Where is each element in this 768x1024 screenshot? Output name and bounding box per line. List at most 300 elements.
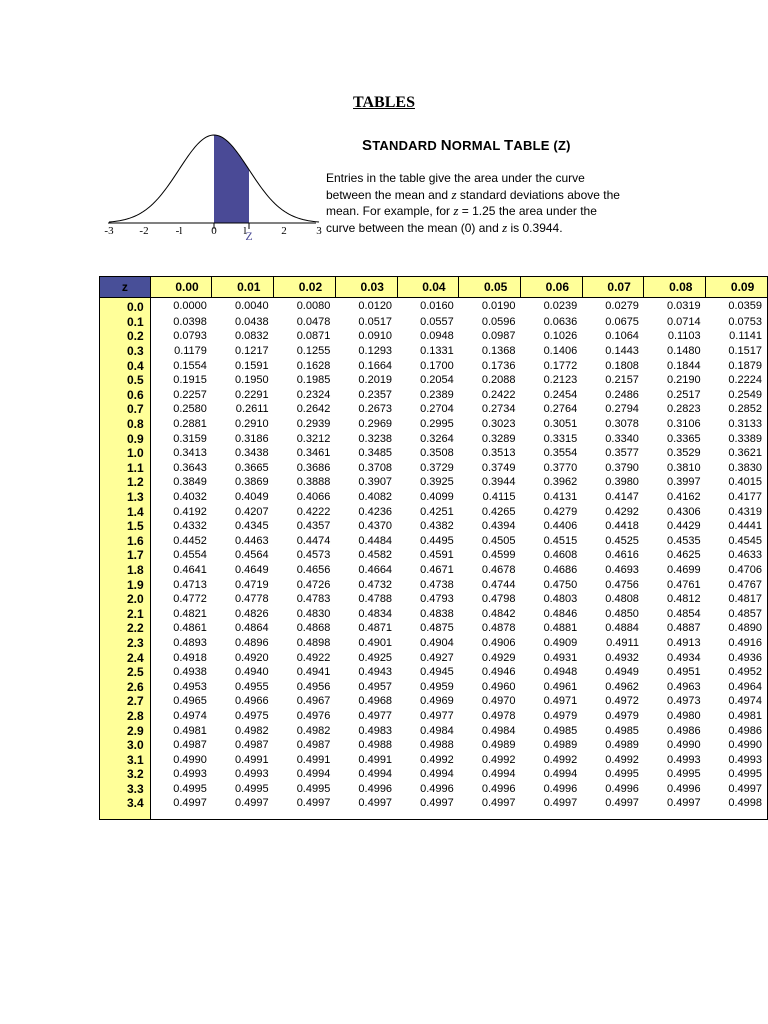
table-cell: 0.4772 <box>173 593 207 606</box>
table-bottom-padding <box>100 811 768 820</box>
column-header: 0.05 <box>459 277 521 298</box>
table-cell: 0.2794 <box>605 403 639 416</box>
table-cell: 0.1808 <box>605 359 639 372</box>
table-cell: 0.0040 <box>234 300 269 313</box>
table-cell: 0.4798 <box>481 593 516 606</box>
table-cell: 0.4767 <box>728 578 762 591</box>
table-cell: 0.0987 <box>481 330 516 343</box>
table-row <box>100 388 768 403</box>
description-text <box>326 171 626 236</box>
table-cell: 0.0000 <box>173 300 207 313</box>
table-cell: 0.4971 <box>543 695 578 708</box>
table-row <box>100 373 768 388</box>
row-header: 2.9 <box>100 723 151 738</box>
table-cell: 0.4969 <box>420 695 454 708</box>
table-cell: 0.4495 <box>420 534 454 547</box>
row-header: 3.2 <box>100 767 151 782</box>
table-cell: 0.4591 <box>420 549 454 562</box>
table-row <box>100 679 768 694</box>
table-cell: 0.1950 <box>234 374 269 387</box>
table-cell: 0.4896 <box>234 636 269 649</box>
column-header: 0.08 <box>644 277 706 298</box>
table-cell: 0.4967 <box>296 695 331 708</box>
table-cell: 0.4913 <box>667 636 701 649</box>
z-table <box>99 276 768 820</box>
row-header-pad <box>100 811 151 820</box>
row-header: 1.9 <box>100 577 151 592</box>
table-cell: 0.4994 <box>420 768 454 781</box>
header-row <box>100 277 768 298</box>
row-header: 1.1 <box>100 461 151 476</box>
row-header: 1.7 <box>100 548 151 563</box>
table-cell: 0.4987 <box>296 739 331 752</box>
table-cell: 0.0239 <box>543 300 578 313</box>
table-cell: 0.4474 <box>296 534 331 547</box>
table-cell: 0.0793 <box>173 330 207 343</box>
table-cell: 0.4953 <box>173 680 207 693</box>
table-cell: 0.4996 <box>420 782 454 795</box>
table-cell: 0.0398 <box>173 315 207 328</box>
table-cell: 0.4706 <box>728 563 762 576</box>
table-title <box>362 137 571 154</box>
column-header: 0.09 <box>706 277 768 298</box>
desc-part3: = 1.25 the area under the curve between the mean (0) and <box>326 204 597 235</box>
shaded-area <box>214 135 249 223</box>
table-cell: 0.3962 <box>543 476 578 489</box>
table-cell: 0.4974 <box>173 709 207 722</box>
table-cell: 0.4959 <box>420 680 454 693</box>
table-cell: 0.0910 <box>358 330 393 343</box>
table-cell: 0.4664 <box>358 563 393 576</box>
table-cell: 0.4973 <box>667 695 701 708</box>
table-cell: 0.1985 <box>296 374 331 387</box>
table-cell: 0.2764 <box>543 403 578 416</box>
table-cell: 0.4898 <box>296 636 331 649</box>
table-cell: 0.3907 <box>358 476 393 489</box>
table-row <box>100 329 768 344</box>
table-cell: 0.4345 <box>234 520 269 533</box>
table-cell: 0.4732 <box>358 578 393 591</box>
table-cell: 0.4941 <box>296 666 331 679</box>
table-cell: 0.2969 <box>358 418 393 431</box>
table-cell: 0.3461 <box>296 447 331 460</box>
table-cell: 0.4925 <box>358 651 393 664</box>
table-cell: 0.4996 <box>667 782 701 795</box>
table-cell: 0.4997 <box>605 797 639 810</box>
table-cell: 0.4525 <box>605 534 639 547</box>
table-cell: 0.2454 <box>543 388 578 401</box>
table-cell: 0.4981 <box>173 724 207 737</box>
table-cell: 0.4463 <box>234 534 269 547</box>
table-cell: 0.4991 <box>296 753 331 766</box>
table-cell: 0.4909 <box>543 636 578 649</box>
table-cell: 0.4916 <box>728 636 762 649</box>
table-cell: 0.2704 <box>420 403 454 416</box>
table-row <box>100 738 768 753</box>
table-cell: 0.4992 <box>481 753 516 766</box>
table-cell: 0.2910 <box>234 418 269 431</box>
table-cell: 0.4332 <box>173 520 207 533</box>
table-cell: 0.4761 <box>667 578 701 591</box>
table-cell: 0.1406 <box>543 345 578 358</box>
table-cell: 0.2357 <box>358 388 393 401</box>
table-row <box>100 621 768 636</box>
table-cell: 0.4861 <box>173 622 207 635</box>
table-cell: 0.4582 <box>358 549 393 562</box>
table-cell: 0.4429 <box>667 520 701 533</box>
row-header: 2.1 <box>100 606 151 621</box>
table-cell: 0.4980 <box>667 709 701 722</box>
table-cell: 0.4940 <box>234 666 269 679</box>
table-row <box>100 548 768 563</box>
table-cell: 0.4993 <box>173 768 207 781</box>
table-cell: 0.4987 <box>234 739 269 752</box>
table-cell: 0.4964 <box>728 680 762 693</box>
table-cell: 0.4147 <box>605 491 639 504</box>
title-ormal: ORMAL <box>451 138 505 153</box>
table-cell: 0.4997 <box>543 797 578 810</box>
table-cell: 0.4452 <box>173 534 207 547</box>
table-cell: 0.4968 <box>358 695 393 708</box>
table-row <box>100 694 768 709</box>
table-cell: 0.4985 <box>543 724 578 737</box>
table-cell: 0.4991 <box>358 753 393 766</box>
table-cell: 0.4850 <box>605 607 639 620</box>
table-cell: 0.4713 <box>173 578 207 591</box>
table-row <box>100 650 768 665</box>
table-cell: 0.4292 <box>605 505 639 518</box>
table-cell: 0.4625 <box>667 549 701 562</box>
table-cell: 0.3708 <box>358 461 393 474</box>
table-cell: 0.4803 <box>543 593 578 606</box>
column-header: 0.04 <box>397 277 459 298</box>
table-cell: 0.4545 <box>728 534 762 547</box>
desc-part1: Entries in the table give the area under the curve between the mean and <box>326 171 585 202</box>
table-cell: 0.1772 <box>543 359 578 372</box>
table-cell: 0.3365 <box>667 432 701 445</box>
table-cell: 0.3513 <box>481 447 516 460</box>
table-cell: 0.4890 <box>728 622 762 635</box>
row-header: 0.3 <box>100 344 151 359</box>
table-cell: 0.3944 <box>481 476 516 489</box>
row-header: 0.9 <box>100 431 151 446</box>
table-cell: 0.1879 <box>728 359 762 372</box>
row-header: 1.5 <box>100 519 151 534</box>
table-cell: 0.4830 <box>296 607 331 620</box>
table-cell: 0.4985 <box>605 724 639 737</box>
table-cell: 0.4982 <box>296 724 331 737</box>
table-cell: 0.4788 <box>358 593 393 606</box>
table-row <box>100 519 768 534</box>
cell-pad <box>212 811 274 820</box>
row-header: 2.2 <box>100 621 151 636</box>
table-cell: 0.4995 <box>173 782 207 795</box>
table-cell: 0.4994 <box>296 768 331 781</box>
axis-label: l <box>243 225 247 237</box>
table-row <box>100 344 768 359</box>
table-cell: 0.4207 <box>234 505 269 518</box>
table-cell: 0.4484 <box>358 534 393 547</box>
table-cell: 0.4750 <box>543 578 578 591</box>
table-cell: 0.4978 <box>481 709 516 722</box>
table-cell: 0.4633 <box>728 549 762 562</box>
table-cell: 0.4961 <box>543 680 578 693</box>
table-cell: 0.4904 <box>420 636 454 649</box>
table-cell: 0.4357 <box>296 520 331 533</box>
table-cell: 0.4838 <box>420 607 454 620</box>
table-cell: 0.4972 <box>605 695 639 708</box>
row-header: 0.0 <box>100 298 151 315</box>
table-cell: 0.4693 <box>605 563 639 576</box>
table-cell: 0.4984 <box>420 724 454 737</box>
table-cell: 0.2123 <box>543 374 578 387</box>
axis-label: 0 <box>211 225 217 237</box>
table-cell: 0.2823 <box>667 403 701 416</box>
table-cell: 0.4370 <box>358 520 393 533</box>
table-cell: 0.3264 <box>420 432 454 445</box>
table-cell: 0.3830 <box>728 461 762 474</box>
table-cell: 0.4783 <box>296 593 331 606</box>
table-cell: 0.2324 <box>296 388 331 401</box>
row-header: 0.5 <box>100 373 151 388</box>
desc-part4: is 0.3944. <box>507 220 563 235</box>
table-cell: 0.4920 <box>234 651 269 664</box>
table-cell: 0.0753 <box>728 315 762 328</box>
table-cell: 0.4991 <box>234 753 269 766</box>
table-cell: 0.4251 <box>420 505 454 518</box>
row-header: 2.6 <box>100 679 151 694</box>
table-cell: 0.2673 <box>358 403 393 416</box>
table-cell: 0.2157 <box>605 374 639 387</box>
table-cell: 0.4948 <box>543 666 578 679</box>
table-cell: 0.4951 <box>667 666 701 679</box>
table-cell: 0.3790 <box>605 461 639 474</box>
table-cell: 0.4946 <box>481 666 516 679</box>
table-cell: 0.4988 <box>358 739 393 752</box>
table-cell: 0.4976 <box>296 709 331 722</box>
row-header: 1.4 <box>100 504 151 519</box>
table-cell: 0.4995 <box>234 782 269 795</box>
cell-pad <box>521 811 583 820</box>
table-row <box>100 665 768 680</box>
table-cell: 0.4989 <box>605 739 639 752</box>
row-header: 2.7 <box>100 694 151 709</box>
table-cell: 0.4982 <box>234 724 269 737</box>
table-cell: 0.4990 <box>667 739 701 752</box>
table-cell: 0.4984 <box>481 724 516 737</box>
table-cell: 0.2852 <box>728 403 762 416</box>
table-cell: 0.0478 <box>296 315 331 328</box>
table-cell: 0.3238 <box>358 432 393 445</box>
table-cell: 0.4901 <box>358 636 393 649</box>
table-cell: 0.4927 <box>420 651 454 664</box>
table-cell: 0.3643 <box>173 461 207 474</box>
desc-z2: z <box>453 203 459 218</box>
table-cell: 0.4994 <box>481 768 516 781</box>
table-cell: 0.4066 <box>296 491 331 504</box>
table-cell: 0.4406 <box>543 520 578 533</box>
table-cell: 0.3023 <box>481 418 516 431</box>
table-cell: 0.4394 <box>481 520 516 533</box>
table-row <box>100 417 768 432</box>
table-cell: 0.3729 <box>420 461 454 474</box>
table-cell: 0.4099 <box>420 491 454 504</box>
table-cell: 0.4671 <box>420 563 454 576</box>
table-row <box>100 315 768 330</box>
table-cell: 0.4515 <box>543 534 578 547</box>
table-cell: 0.3529 <box>667 447 701 460</box>
row-header: 2.8 <box>100 709 151 724</box>
table-cell: 0.0120 <box>358 300 393 313</box>
z-table-container <box>99 276 768 820</box>
table-cell: 0.4981 <box>728 709 762 722</box>
table-cell: 0.4997 <box>667 797 701 810</box>
cell-pad <box>274 811 336 820</box>
row-header: 2.5 <box>100 665 151 680</box>
table-row <box>100 490 768 505</box>
table-cell: 0.4932 <box>605 651 639 664</box>
table-row <box>100 796 768 811</box>
table-cell: 0.4956 <box>296 680 331 693</box>
row-header: 1.3 <box>100 490 151 505</box>
corner-header: z <box>100 277 151 298</box>
table-cell: 0.3133 <box>728 418 762 431</box>
table-cell: 0.3997 <box>667 476 701 489</box>
table-cell: 0.0279 <box>605 300 639 313</box>
table-cell: 0.3389 <box>728 432 762 445</box>
table-cell: 0.4922 <box>296 651 331 664</box>
column-header: 0.07 <box>582 277 644 298</box>
table-cell: 0.4977 <box>420 709 454 722</box>
table-cell: 0.4995 <box>296 782 331 795</box>
table-cell: 0.1141 <box>729 330 762 343</box>
table-cell: 0.2611 <box>235 403 269 416</box>
table-cell: 0.1293 <box>358 345 393 358</box>
table-cell: 0.1255 <box>296 345 331 358</box>
row-header: 2.3 <box>100 636 151 651</box>
table-cell: 0.4778 <box>234 593 269 606</box>
table-cell: 0.4756 <box>605 578 639 591</box>
table-cell: 0.3051 <box>543 418 578 431</box>
table-cell: 0.4864 <box>234 622 269 635</box>
table-cell: 0.2019 <box>358 374 393 387</box>
table-cell: 0.3508 <box>420 447 454 460</box>
row-header: 3.0 <box>100 738 151 753</box>
table-cell: 0.3621 <box>728 447 762 460</box>
table-cell: 0.3289 <box>481 432 516 445</box>
table-cell: 0.4970 <box>481 695 516 708</box>
table-cell: 0.2422 <box>481 388 516 401</box>
table-cell: 0.4192 <box>173 505 207 518</box>
column-header: 0.00 <box>150 277 212 298</box>
table-cell: 0.1026 <box>543 330 578 343</box>
table-cell: 0.4884 <box>605 622 639 635</box>
table-row <box>100 636 768 651</box>
table-cell: 0.4994 <box>358 768 393 781</box>
table-cell: 0.1064 <box>605 330 639 343</box>
title-t: T <box>504 137 514 154</box>
table-cell: 0.0319 <box>667 300 701 313</box>
table-row <box>100 767 768 782</box>
title-n: N <box>440 137 452 154</box>
table-cell: 0.4996 <box>358 782 393 795</box>
table-cell: 0.4535 <box>667 534 701 547</box>
table-cell: 0.4989 <box>543 739 578 752</box>
table-cell: 0.4893 <box>173 636 207 649</box>
table-cell: 0.4987 <box>173 739 207 752</box>
table-cell: 0.4986 <box>667 724 701 737</box>
table-cell: 0.4686 <box>543 563 578 576</box>
table-cell: 0.4993 <box>728 753 762 766</box>
table-cell: 0.4871 <box>358 622 393 635</box>
table-cell: 0.2257 <box>173 388 207 401</box>
table-cell: 0.4992 <box>420 753 454 766</box>
table-cell: 0.4842 <box>481 607 516 620</box>
axis-labels <box>104 225 322 237</box>
table-cell: 0.1915 <box>173 374 207 387</box>
table-cell: 0.4997 <box>173 797 207 810</box>
table-cell: 0.3925 <box>420 476 454 489</box>
table-cell: 0.1103 <box>667 330 701 343</box>
table-cell: 0.4906 <box>481 636 516 649</box>
axis-label: 2 <box>281 225 287 237</box>
table-cell: 0.4997 <box>481 797 516 810</box>
table-cell: 0.1217 <box>234 345 269 358</box>
table-cell: 0.4979 <box>543 709 578 722</box>
table-cell: 0.1628 <box>296 359 331 372</box>
row-header: 3.1 <box>100 752 151 767</box>
table-cell: 0.0517 <box>358 315 393 328</box>
table-row <box>100 709 768 724</box>
z-marker-label: Z <box>245 229 253 243</box>
table-cell: 0.0636 <box>543 315 578 328</box>
cell-pad <box>644 811 706 820</box>
table-cell: 0.3980 <box>605 476 639 489</box>
axis-label: -l <box>175 225 183 237</box>
table-cell: 0.1480 <box>667 345 701 358</box>
table-cell: 0.2881 <box>173 418 207 431</box>
cell-pad <box>706 811 768 820</box>
table-cell: 0.4974 <box>728 695 762 708</box>
table-cell: 0.4875 <box>420 622 454 635</box>
table-cell: 0.4573 <box>296 549 331 562</box>
table-cell: 0.4996 <box>481 782 516 795</box>
table-cell: 0.3106 <box>667 418 701 431</box>
table-cell: 0.4599 <box>481 549 516 562</box>
table-cell: 0.4382 <box>420 520 454 533</box>
row-header: 3.3 <box>100 782 151 797</box>
table-cell: 0.4177 <box>728 491 762 504</box>
table-cell: 0.3665 <box>234 461 269 474</box>
table-row <box>100 431 768 446</box>
table-cell: 0.1331 <box>420 345 454 358</box>
table-cell: 0.0596 <box>481 315 516 328</box>
table-row <box>100 504 768 519</box>
table-cell: 0.2224 <box>728 374 762 387</box>
table-cell: 0.1700 <box>420 359 454 372</box>
table-cell: 0.3749 <box>481 461 516 474</box>
table-cell: 0.1591 <box>234 359 269 372</box>
table-cell: 0.3413 <box>173 447 207 460</box>
table-cell: 0.4945 <box>420 666 454 679</box>
table-cell: 0.4878 <box>481 622 516 635</box>
table-cell: 0.2939 <box>296 418 331 431</box>
table-cell: 0.4699 <box>667 563 701 576</box>
table-cell: 0.4943 <box>358 666 393 679</box>
table-row <box>100 475 768 490</box>
table-cell: 0.2734 <box>481 403 516 416</box>
table-cell: 0.4992 <box>605 753 639 766</box>
